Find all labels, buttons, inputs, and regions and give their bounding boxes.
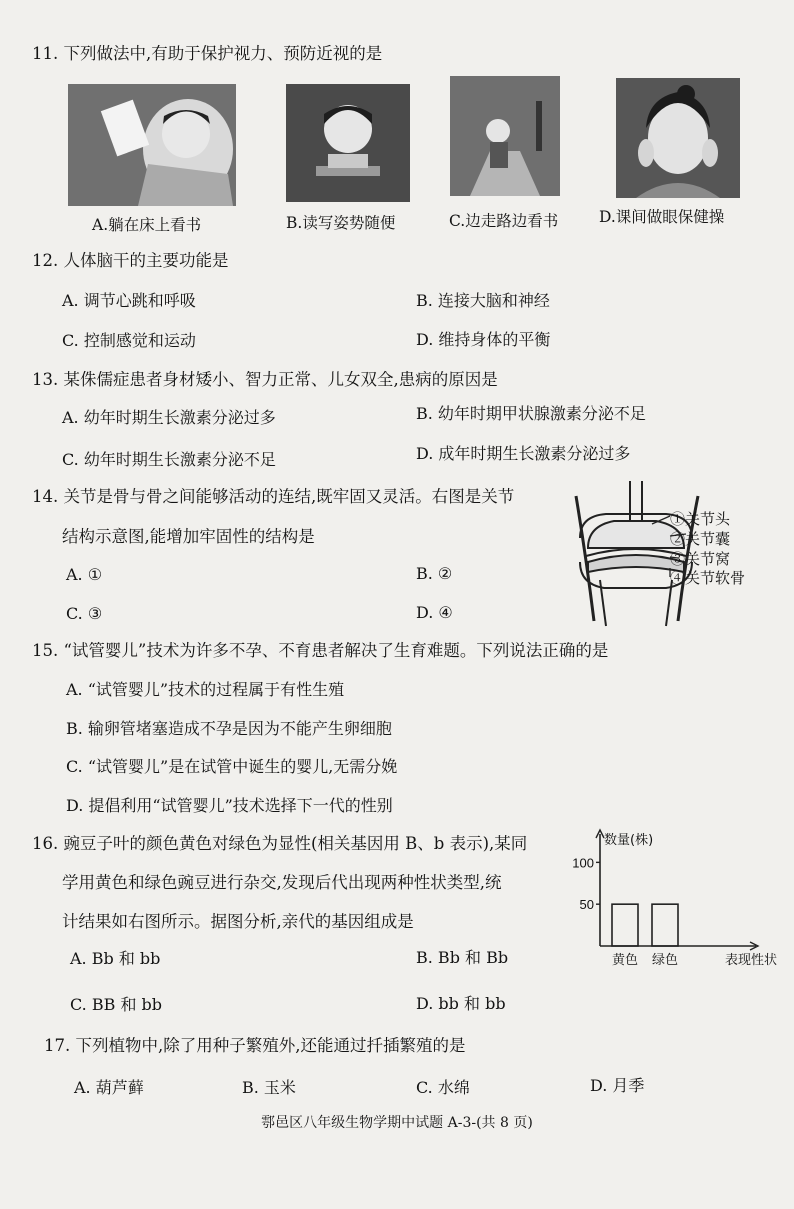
q16-option-c: C. BB 和 bb bbox=[70, 995, 163, 1014]
q11-option-c: C.边走路边看书 bbox=[449, 212, 559, 230]
q13-option-c: C. 幼年时期生长激素分泌不足 bbox=[62, 450, 276, 469]
joint-label-2: ②关节囊 bbox=[670, 530, 731, 548]
q11-image-d bbox=[616, 78, 740, 198]
q16-option-d: D. bb 和 bb bbox=[416, 994, 506, 1013]
q11-option-d: D.课间做眼保健操 bbox=[599, 208, 725, 226]
q14-option-d: D. ④ bbox=[416, 603, 453, 622]
q14-option-b: B. ② bbox=[416, 564, 453, 583]
q12-option-a: A. 调节心跳和呼吸 bbox=[62, 291, 196, 310]
q11-image-b bbox=[286, 84, 410, 202]
desk-writing-icon bbox=[286, 84, 410, 202]
q17-option-c: C. 水绵 bbox=[416, 1078, 470, 1097]
joint-label-4: ④关节软骨 bbox=[670, 569, 746, 587]
bed-reading-icon bbox=[68, 84, 236, 206]
q11-option-a: A.躺在床上看书 bbox=[92, 216, 202, 234]
q16-stem-line1: 16. 豌豆子叶的颜色黄色对绿色为显性(相关基因用 B、b 表示),某同 bbox=[32, 834, 528, 853]
y-axis-label: 数量(株) bbox=[604, 833, 654, 848]
chart-labels bbox=[572, 832, 777, 968]
q15-option-a: A. “试管婴儿”技术的过程属于有性生殖 bbox=[66, 680, 345, 699]
q12-option-d: D. 维持身体的平衡 bbox=[416, 330, 551, 349]
q16-stem-line2: 学用黄色和绿色豌豆进行杂交,发现后代出现两种性状类型,统 bbox=[62, 873, 502, 892]
q17-option-b: B. 玉米 bbox=[242, 1078, 296, 1097]
y-tick-label: 100 bbox=[572, 855, 594, 871]
x-axis-label: 表现性状 bbox=[725, 953, 778, 968]
q12-stem: 12. 人体脑干的主要功能是 bbox=[32, 251, 229, 270]
joint-muscle-left bbox=[576, 496, 594, 621]
q13-option-b: B. 幼年时期甲状腺激素分泌不足 bbox=[416, 404, 646, 423]
q15-option-d: D. 提倡利用“试管婴儿”技术选择下一代的性别 bbox=[66, 796, 393, 815]
walking-reading-icon bbox=[450, 76, 560, 196]
chart-bars bbox=[612, 904, 678, 946]
q17-option-a: A. 葫芦藓 bbox=[74, 1078, 144, 1097]
q15-option-b: B. 输卵管堵塞造成不孕是因为不能产生卵细胞 bbox=[66, 719, 392, 738]
bar-yellow bbox=[612, 904, 638, 946]
x-tick-label: 黄色 bbox=[611, 953, 639, 968]
q17-option-d: D. 月季 bbox=[590, 1076, 645, 1095]
bar-green bbox=[652, 904, 678, 946]
q13-option-d: D. 成年时期生长激素分泌过多 bbox=[416, 444, 631, 463]
q15-option-c: C. “试管婴儿”是在试管中诞生的婴儿,无需分娩 bbox=[66, 757, 398, 776]
q11-option-b: B.读写姿势随便 bbox=[286, 214, 396, 232]
q14-stem-line1: 14. 关节是骨与骨之间能够活动的连结,既牢固又灵活。右图是关节 bbox=[32, 487, 515, 506]
q12-option-c: C. 控制感觉和运动 bbox=[62, 331, 196, 350]
q14-stem-line2: 结构示意图,能增加牢固性的结构是 bbox=[62, 527, 315, 546]
trait-bar-chart bbox=[560, 822, 778, 970]
page-footer: 鄠邑区八年级生物学期中试题 A-3-(共 8 页) bbox=[261, 1115, 533, 1131]
q11-image-a bbox=[68, 84, 236, 206]
q15-stem: 15. “试管婴儿”技术为许多不孕、不育患者解决了生育难题。下列说法正确的是 bbox=[32, 641, 609, 660]
q11-image-c bbox=[450, 76, 560, 196]
x-tick-label: 绿色 bbox=[651, 953, 679, 968]
chart-axes bbox=[596, 830, 758, 950]
q16-stem-line3: 计结果如右图所示。据图分析,亲代的基因组成是 bbox=[62, 912, 414, 931]
q17-stem: 17. 下列植物中,除了用种子繁殖外,还能通过扦插繁殖的是 bbox=[44, 1036, 466, 1055]
q16-option-a: A. Bb 和 bb bbox=[70, 949, 161, 968]
joint-diagram bbox=[566, 476, 766, 626]
eye-exercise-icon bbox=[616, 78, 740, 198]
joint-label-1: ①关节头 bbox=[670, 510, 731, 528]
q13-option-a: A. 幼年时期生长激素分泌过多 bbox=[62, 408, 276, 427]
y-tick-label: 50 bbox=[579, 897, 594, 913]
joint-label-3: ③关节窝 bbox=[670, 550, 731, 568]
q14-option-c: C. ③ bbox=[66, 604, 103, 623]
q11-stem: 11. 下列做法中,有助于保护视力、预防近视的是 bbox=[32, 44, 383, 63]
q16-option-b: B. Bb 和 Bb bbox=[416, 948, 509, 967]
q14-option-a: A. ① bbox=[66, 565, 103, 584]
q12-option-b: B. 连接大脑和神经 bbox=[416, 291, 550, 310]
q13-stem: 13. 某侏儒症患者身材矮小、智力正常、儿女双全,患病的原因是 bbox=[32, 370, 498, 389]
